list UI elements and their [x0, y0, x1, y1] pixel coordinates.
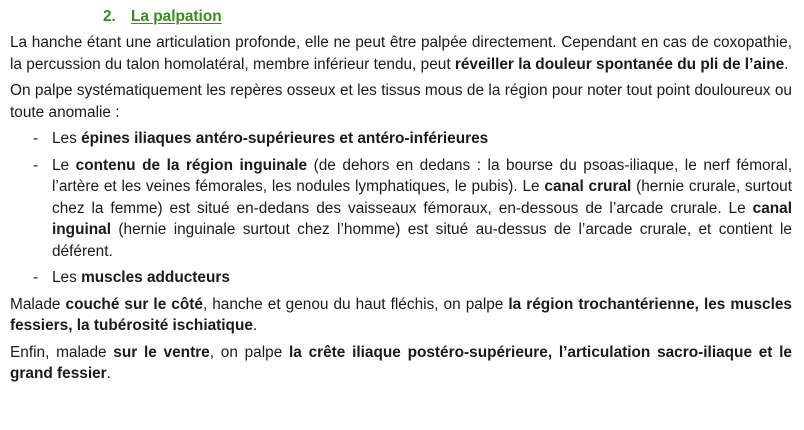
- bold-phrase: la région trochantérienne, les muscles fessiers, la tubérosité ischiatique: [10, 295, 792, 334]
- list-text: (hernie crurale, surtout chez la femme) est situé en-dedans des vaisseaux fémoraux, en-dessous de l’arcade crurale. Le: [52, 178, 792, 217]
- list-item-epines: [10, 128, 792, 150]
- list-text: Les: [52, 269, 82, 286]
- section-title: La palpation: [131, 8, 222, 25]
- bold-phrase: sur le ventre: [113, 343, 210, 361]
- paragraph-text: On palpe systématiquement les repères osseux et les tissus mous de la région pour noter tout point douloureux ou toute anomalie :: [10, 82, 792, 121]
- paragraph-palpation: [10, 80, 792, 123]
- list-item-inguinale: [10, 155, 792, 263]
- list-item-adducteurs: [10, 267, 792, 289]
- paragraph-text: Malade: [10, 295, 66, 313]
- bold-phrase: contenu de la région inguinale: [75, 156, 308, 174]
- paragraph-text: .: [252, 317, 258, 334]
- paragraph-text: Enfin, malade: [10, 343, 114, 361]
- dash-bullet: -: [33, 156, 39, 174]
- list-text: (de dehors en dedans : la bourse du psoas-iliaque, le nerf fémoral, l’artère et les veines fémorales, les nodules lymphatiques, le pubis). Le: [52, 156, 792, 195]
- paragraph-cote: [10, 294, 792, 337]
- paragraph-text: .: [784, 55, 789, 73]
- bold-phrase: épines iliaques antéro-supérieures et antéro-inférieures: [81, 130, 489, 147]
- bold-phrase: canal crural: [544, 178, 632, 195]
- paragraph-text: , on palpe: [209, 343, 289, 361]
- paragraph-text: , hanche et genou du haut fléchis, on palpe: [202, 295, 509, 313]
- bold-phrase: canal inguinal: [52, 199, 792, 238]
- bold-phrase: couché sur le côté: [65, 295, 203, 313]
- paragraph-text: .: [106, 365, 111, 382]
- list-text: (hernie inguinale surtout chez l’homme) est situé au-dessus de l’arcade crurale, et contient le déférent.: [52, 221, 792, 260]
- bold-phrase: muscles adducteurs: [81, 269, 230, 286]
- list-text: Le: [52, 156, 76, 174]
- paragraph-intro: [10, 32, 792, 75]
- paragraph-ventre: [10, 342, 792, 385]
- landmark-list: [10, 128, 792, 289]
- dash-bullet: -: [33, 269, 39, 286]
- dash-bullet: -: [33, 130, 39, 147]
- bold-phrase: réveiller la douleur spontanée du pli de l’aine: [454, 55, 785, 73]
- bold-phrase: la crête iliaque postéro-supérieure, l’articulation sacro-iliaque et le grand fessier: [10, 343, 792, 382]
- section-number: 2.: [103, 8, 116, 25]
- paragraph-text: La hanche étant une articulation profonde, elle ne peut être palpée directement. Cependant en cas de coxopathie, la percussion du talon homolatéral, membre inférieur tendu, peut: [10, 34, 792, 73]
- list-text: Les: [52, 130, 82, 147]
- section-heading: [103, 6, 792, 28]
